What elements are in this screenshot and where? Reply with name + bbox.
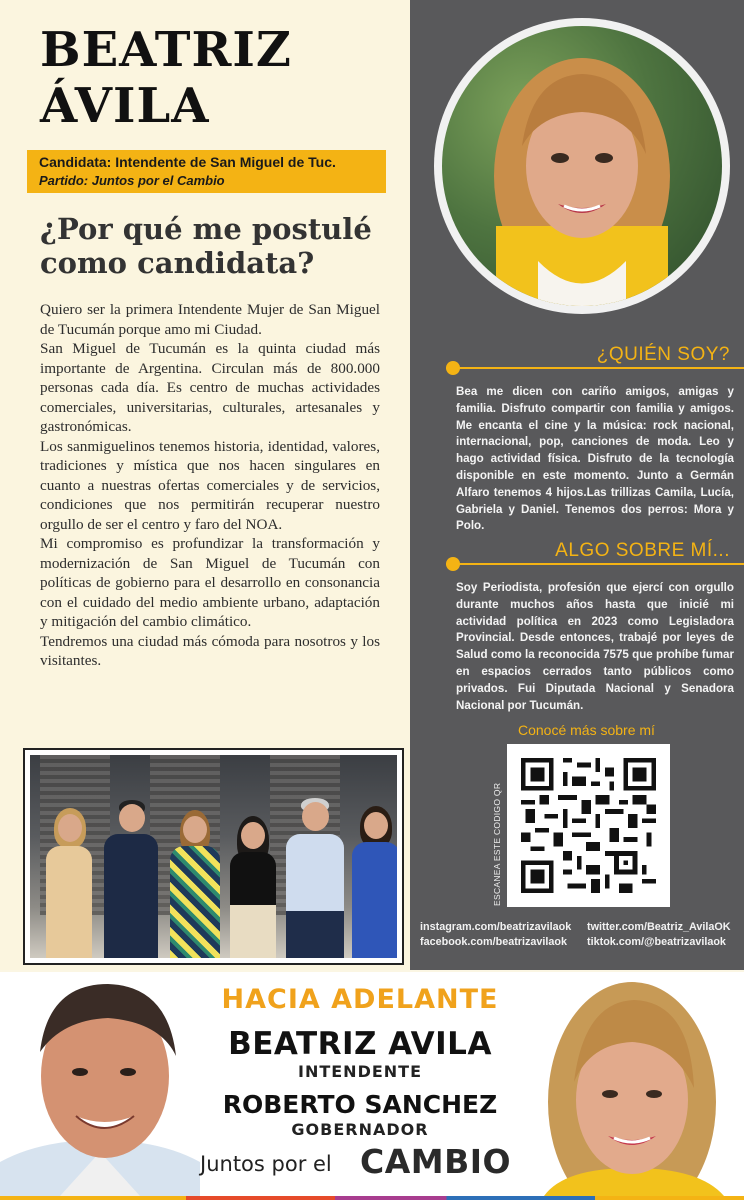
body-paragraph: Quiero ser la primera Intendente Mujer de San Miguel de Tucumán porque amo mi Ciudad. bbox=[40, 301, 380, 338]
twitter-link[interactable]: twitter.com/Beatriz_AvilaOK bbox=[587, 921, 731, 933]
who-am-i-text: Bea me dicen con cariño amigos, amigas y familia. Disfruto compartir con familia y amigos. Me encanta el cine y la música: rock nacional, internacional, pop, canciones de moda. Leo y hago actividad física. Disfruto de la tecnología disponible en este momento. Junto a Germán Alfaro tenemos 4 hijos.Las trillizas Camila, Lucía, Gabriela y Daniel. Tenemos dos perros: Mora y Polo. bbox=[456, 385, 734, 533]
body-paragraph: Los sanmiguelinos tenemos historia, identidad, valores, tradiciones y mística que nos hacen singulares en cuanto a nuestras ofertas comerciales y de servicios, condiciones que nos permitirán recuperar nuestro orgullo de ser el centro y faro del NOA. bbox=[40, 437, 380, 533]
candidacy-text: Candidata: Intendente de San Miguel de Tuc. bbox=[39, 154, 336, 170]
social-links-left bbox=[420, 920, 571, 950]
group-photo bbox=[23, 748, 404, 965]
candidate-name bbox=[40, 22, 292, 134]
last-name: ÁVILA bbox=[40, 78, 210, 134]
instagram-link[interactable]: instagram.com/beatrizavilaok bbox=[420, 921, 572, 933]
group-photo-image bbox=[30, 755, 397, 958]
scan-qr-label: ESCANEA ESTE CODIGO QR bbox=[492, 782, 502, 906]
learn-more-label: Conocé más sobre mí bbox=[518, 722, 655, 738]
body-paragraph: San Miguel de Tucumán es la quinta ciudad más importante de Argentina. Circulan más de 800.000 personas cada día. Es centro de muchas actividades comerciales, universitarias, culturales, artesanales y gastronómicas. bbox=[40, 340, 380, 435]
party-logo bbox=[198, 1142, 524, 1186]
main-column bbox=[0, 0, 410, 970]
roberto-sanchez-photo bbox=[0, 972, 200, 1196]
first-name: BEATRIZ bbox=[40, 22, 292, 78]
facebook-link[interactable]: facebook.com/beatrizavilaok bbox=[420, 936, 568, 948]
candidate-portrait bbox=[434, 18, 730, 314]
social-links-right bbox=[587, 920, 731, 950]
who-am-i-title: ¿QUIÉN SOY? bbox=[596, 344, 730, 365]
body-paragraph: Mi compromiso es profundizar la transformación y modernización de San Miguel de Tucumán con políticas de gobierno para el desarrollo en consonancia con el cuidado del medio ambiente urbano, adaptación y mitigación del cambio climático. bbox=[40, 535, 380, 630]
candidate-1-role: INTENDENTE bbox=[297, 1062, 423, 1081]
color-strip bbox=[0, 1196, 744, 1200]
party-logo-small-text: Juntos por el bbox=[200, 1152, 332, 1176]
body-text bbox=[40, 300, 380, 671]
candidate-2-name: ROBERTO SANCHEZ bbox=[222, 1090, 498, 1119]
tiktok-link[interactable]: tiktok.com/@beatrizavilaok bbox=[587, 936, 726, 948]
qr-code[interactable] bbox=[507, 744, 670, 907]
sidebar bbox=[410, 0, 744, 970]
about-me-title: ALGO SOBRE MÍ... bbox=[555, 540, 730, 561]
beatriz-avila-photo bbox=[524, 972, 744, 1196]
qr-code-icon bbox=[521, 758, 656, 893]
campaign-banner bbox=[0, 972, 744, 1200]
candidacy-banner bbox=[27, 150, 386, 193]
party-text: Partido: Juntos por el Cambio bbox=[39, 173, 225, 188]
campaign-tagline: HACIA ADELANTE bbox=[221, 984, 499, 1015]
divider bbox=[446, 367, 744, 369]
candidate-1-name: BEATRIZ AVILA bbox=[228, 1026, 492, 1062]
section-question-title: ¿Por qué me postulé como candidata? bbox=[40, 212, 372, 280]
body-paragraph: Tendremos una ciudad más cómoda para nosotros y los visitantes. bbox=[40, 632, 380, 669]
about-me-text: Soy Periodista, profesión que ejercí con orgullo durante muchos años hasta que inicié mi actividad política en 2023 como Legisladora Provincial. Desde entonces, trabajé por leyes de Salud como la reconocida 7575 que prohíbe fumar en espacios cerrados tanto públicos como privados. Fui Diputada Nacional y Senadora Nacional por Tucumán. bbox=[456, 581, 734, 712]
party-logo-big-text: CAMBIO bbox=[360, 1142, 512, 1181]
candidate-portrait-image bbox=[442, 26, 722, 306]
divider bbox=[446, 563, 744, 565]
candidate-2-role: GOBERNADOR bbox=[291, 1120, 429, 1139]
